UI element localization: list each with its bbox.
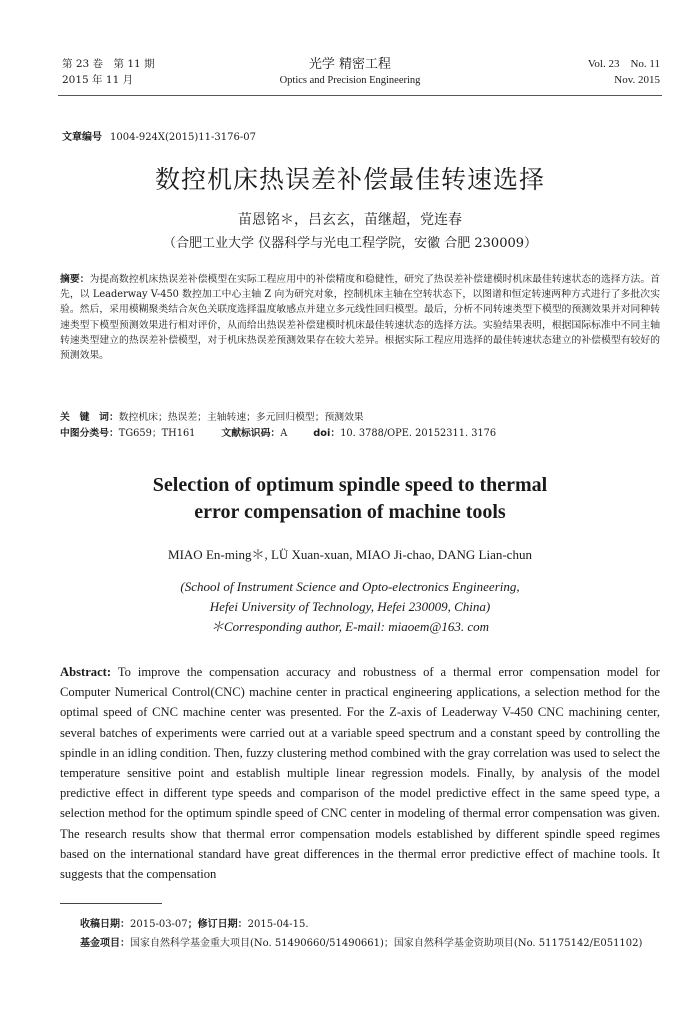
abstract-en-label: Abstract: [60,665,112,679]
title-cn: 数控机床热误差补偿最佳转速选择 [154,165,545,194]
journal-name-en: Optics and Precision Engineering [279,75,421,86]
date-cn: 2015 年 11 月 [62,74,134,86]
corresponding-author: ＊Corresponding author, E-mail: miaoem@163. com [211,619,489,634]
keywords-cn-value: 数控机床；热误差；主轴转速；多元回归模型；预测效果 [118,412,364,423]
classification-line [60,426,660,441]
clc-value: TG659；TH161 [118,428,196,439]
journal-name-cn: 光学 精密工程 [308,57,392,72]
header-divider [58,95,662,96]
revised-date: 2015-04-15. [247,919,309,930]
header-right [588,56,660,88]
keywords-cn [60,410,660,425]
received-label: 收稿日期： [80,919,130,930]
authors-en: MIAO En-ming＊, LÜ Xuan-xuan, MIAO Ji-chao, DANG Lian-chun [168,547,532,562]
abstract-en-text: To improve the compensation accuracy and robustness of a thermal error compensation model for Computer Numerical Control(CNC) machine center in practical engineering applications, a selection method for the optimal speed of CNC machine center was presented. For the Z-axis of Leaderway V-450 CNC machining center, several batches of experiments were carried out at a variable speed spectrum and a constant speed by controlling the spindle in an idling condition. Then, fuzzy clustering method combined with the gray correlation was used to select the temperature sensitive point and establish multiple linear regression models. Finally, by analysis of the model predictive effect in different type speeds and comparison of the model predictive effect in the same speed type, a selection method for the optimum spindle speed of CNC center in modeling of thermal error compensation was given. The research results show that thermal error compensation models established by different spindle speed regimes based on the international standard have great differences in the thermal error predictive effect of machine tools. It suggests that the compensation [60,665,661,882]
doi-label: doi： [313,428,341,439]
received-date: 2015-03-07 [130,919,188,930]
authors-cn: 苗恩铭＊，吕玄玄，苗继超，党连春 [238,212,462,228]
title-en-line1: Selection of optimum spindle speed to thermal [152,474,548,496]
affiliation-en-line2: Hefei University of Technology, Hefei 230009, China) [209,599,491,614]
doc-code-value: A [280,428,288,439]
abstract-en [60,662,660,884]
volume-issue-en: Vol. 23 No. 11 [587,58,660,70]
article-number-label: 文章编号 [62,132,102,143]
abstract-cn-text: 为提高数控机床热误差补偿模型在实际工程应用中的补偿精度和稳健性，研究了热误差补偿建模时机床最佳转速状态的选择方法。首先，以 Leaderway V-450 数控加工中心主轴 Z 向为研究对象，控制机床主轴在空转状态下，以图谱和恒定转速两种方式进行了多批次实验。然后，采用模糊聚类结合灰色关联度选择温度敏感点并建立多元线性回归模型。最后，分析不同转速类型下模型的预测效果并对同种转速类型下模型预测效果进行相对评价，从而给出热误差补偿建模时机床最佳转速状态的选择方法。实验结果表明，根据国际标准中不同主轴转速类型建立的热误差补偿模型，对于机床热误差预测效果存在较大差异。根据实际工程应用选择的最佳转速状态建立的补偿模型有较好的预测效果。 [60,274,661,362]
title-en [0,472,700,526]
header-center [250,56,450,88]
affiliation-en [0,577,700,637]
clc-label: 中图分类号： [60,428,119,439]
volume-issue-cn: 第 23 卷 第 11 期 [62,58,155,70]
abstract-cn-label: 摘要： [60,274,90,285]
header-left [62,56,155,88]
article-number [62,128,256,143]
doc-code-label: 文献标识码： [221,428,281,439]
fund-label: 基金项目： [80,938,130,949]
abstract-cn [60,272,660,363]
article-number-value: 1004-924X(2015)11-3176-07 [110,132,256,143]
doi-value: 10. 3788/OPE. 20152311. 3176 [340,428,497,439]
affiliation-cn: （合肥工业大学 仪器科学与光电工程学院，安徽 合肥 230009） [162,236,538,251]
date-en: Nov. 2015 [614,74,660,86]
fund-text: 国家自然科学基金重大项目(No. 51490660/51490661)；国家自然科学基金资助项目(No. 51175142/E051102) [130,938,643,949]
revised-label: ；修订日期： [187,919,248,930]
footnote-divider [60,903,162,904]
keywords-cn-label: 关 键 词： [60,412,119,423]
footnote-fund [80,936,660,952]
affiliation-en-line1: (School of Instrument Science and Opto-electronics Engineering, [180,579,520,594]
title-en-line2: error compensation of machine tools [194,501,506,523]
footnote-dates [80,917,660,933]
